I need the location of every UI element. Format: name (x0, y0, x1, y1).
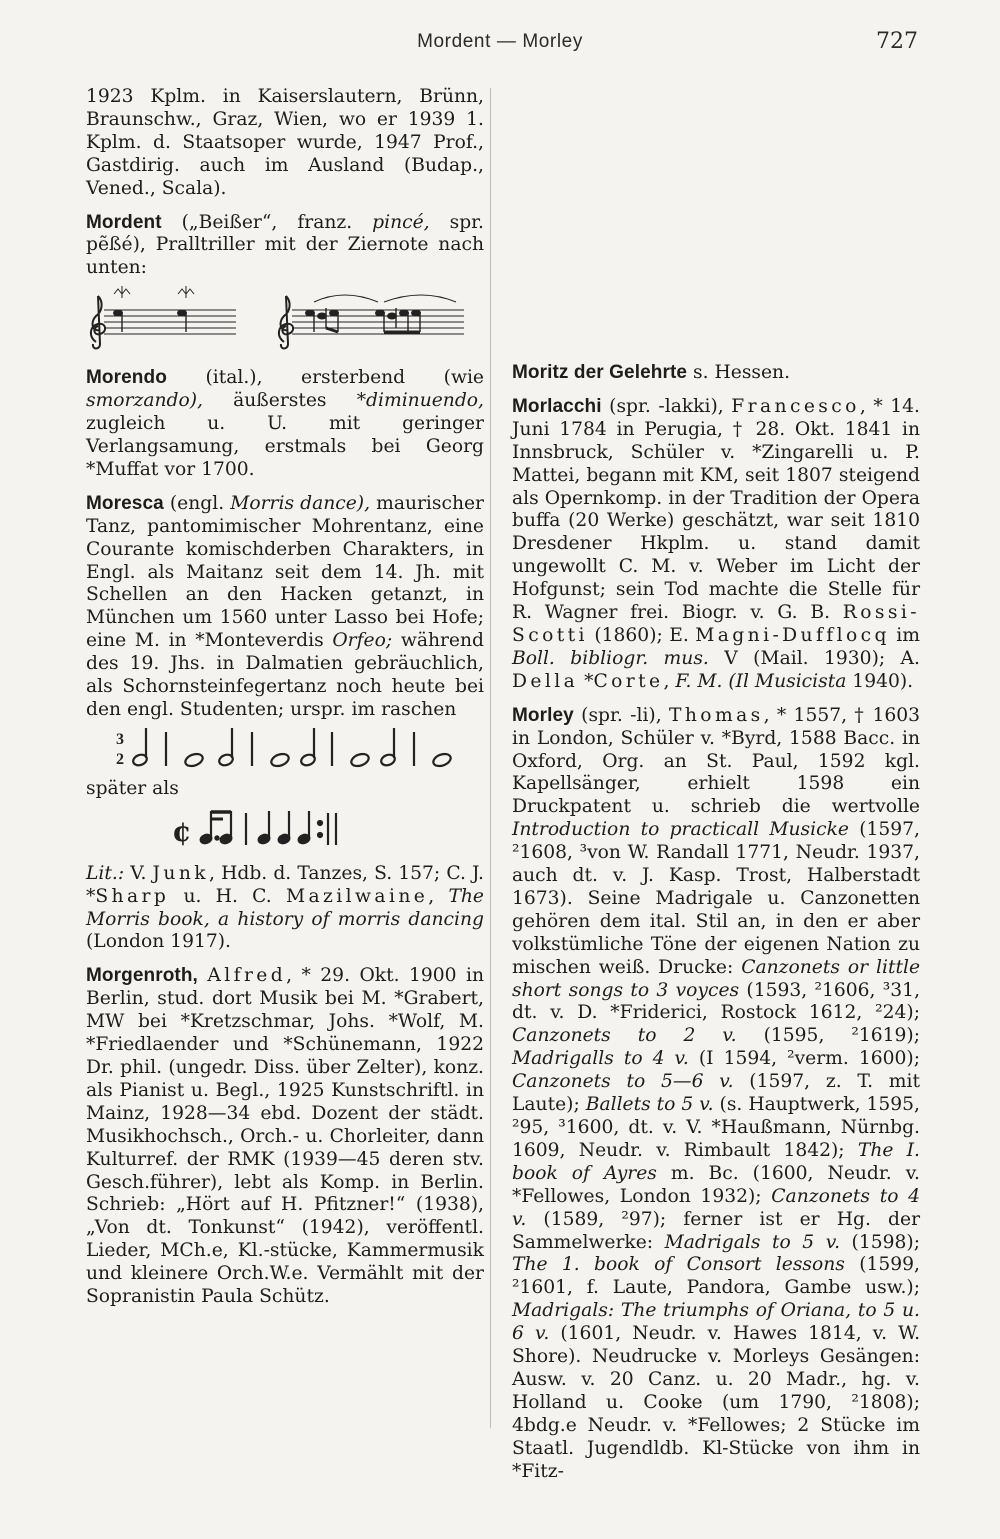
entry-morgenroth: Morgenroth, Alfred, * 29. Okt. 1900 in Berlin, stud. dort Musik bei M. *Grabert, MW bei *Kretzschmar, Johs. *Wolf, M. *Friedlaender und *Schünemann, 1922 Dr. phil. (ungedr. Diss. über Zelter), konz. als Pianist u. Begl., 1925 Kunstschriftl. in Mainz, 1928—34 ebd. Dozent der städt. Musikhochsch., Orch.- u. Chorleiter, dann Kulturref. der RMK (1939—45 deren stv. Gesch.führer), lebt als Komp. in Berlin. Schrieb: „Hört auf H. Pfitzner!“ (1938), „Von dt. Tonkunst“ (1942), veröffentl. Lieder, MCh.e, Kl.-stücke, Kammermusik und kleinere Orch.W.e. Vermählt mit der Sopranistin Paula Schütz. (86, 965, 484, 1308)
time-signature-top: 3 (116, 730, 124, 748)
time-signature-bottom: 2 (116, 750, 124, 768)
cut-time-sign: ¢ (172, 814, 192, 848)
headword-moritz: Moritz der Gelehrte (512, 362, 688, 383)
rhythm-later (86, 801, 484, 853)
headword-morendo: Morendo (86, 367, 167, 389)
entry-mordent: Mordent („Beißer“, franz. pincé, spr. pẽßé), Pralltriller mit der Ziernote nach unten: (86, 211, 484, 279)
headword-mordent: Mordent (86, 211, 162, 233)
left-column (86, 86, 484, 1309)
headword-morley: Morley (512, 704, 574, 726)
literature-moresca: Lit.: V. Junk, Hdb. d. Tanzes, S. 157; C. J. *Sharp u. H. C. Mazilwaine, The Morris book, a history of morris dancing (London 1917). (86, 862, 484, 953)
headword-moresca: Moresca (86, 492, 164, 514)
entry-morley: Morley (spr. -li), Thomas, * 1557, † 1603 in London, Schüler v. *Byrd, 1588 Bacc. in Oxford, Org. an St. Paul, 1592 kgl. Kapellsänger, erhielt 1598 ein Druckpatent u. schrieb die wertvolle Introduction to practicall Musicke (1597, ²1608, ³von W. Randall 1771, Neudr. 1937, auch dt. v. J. Kasp. Trost, Halberstadt 1673). Seine Madrigale u. Canzonetten gehören dem ital. Stil an, in den er aber volkstümliche Töne der eigenen Nation zu mischen weiß. Drucke: Canzonets or little short songs to 3 voyces (1593, ²1606, ³31, dt. v. D. *Friderici, Rostock 1612, ²24); Canzonets to 2 v. (1595, ²1619); Madrigalls to 4 v. (I 1594, ²verm. 1600); Canzonets to 5—6 v. (1597, z. T. mit Laute); Ballets to 5 v. (s. Hauptwerk, 1595, ²95, ³1600, dt. v. V. *Haußmann, Nürnbg. 1609, Neudr. v. Rimbault 1842); The I. book of Ayres m. Bc. (1600, Neudr. v. *Fellowes, London 1932); Canzonets to 4 v. (1589, ²97); ferner ist er Hg. der Sammelwerke: Madrigals to 5 v. (1598); The 1. book of Consort lessons (1599, ²1601, f. Laute, Pandora, Gambe usw.); Madrigals: The triumphs of Oriana, to 5 u. 6 v. (1601, Neudr. v. Hawes 1814, v. W. Shore). Neudrucke v. Morleys Gesängen: Ausw. v. 20 Canz. u. 20 Madr., hg. v. Holland u. Cooke (um 1790, ²1808); 4bdg.e Neudr. v. *Fellowes; 2 Stücke im Staatl. Jugendldb. Kl-Stücke von ihm in *Fitz- (512, 704, 921, 1482)
entry-continuation (86, 86, 484, 201)
column-divider (490, 88, 491, 1428)
entry-morlacchi: Morlacchi (spr. -lakki), Francesco, * 14. Juni 1784 in Perugia, † 28. Okt. 1841 in Innsbruck, Schüler v. *Zingarelli u. P. Mattei, begann mit KM, seit 1807 steigend als Opernkomp. in der Tradition der Opera buffa (20 Werke) geschätzt, war seit 1810 Dresdener Hkplm. u. stand damit ungewollt C. M. v. Weber im Licht der Hofgunst; sein Tod machte die Stelle für R. Wagner frei. Biogr. v. G. B. Rossi-Scotti (1860); E. Magni-Dufflocq im Boll. bibliogr. mus. V (Mail. 1930); A. Della *Corte, F. M. (Il Musicista 1940). (512, 395, 921, 692)
intro-text: 1923 Kplm. in Kaiserslautern, Brünn, Braunschw., Graz, Wien, wo er 1939 1. Kplm. d. Staatsoper wurde, 1947 Prof., Gastdirig. auch im Ausland (Budap., Vened., Scala). (86, 86, 484, 199)
entry-morendo: Morendo (ital.), ersterbend (wie smorzando), äußerstes *diminuendo, zugleich u. U. mit geringer Verlangsamung, erstmals bei Georg *Muffat vor 1700. (86, 367, 484, 480)
page-number: 727 (876, 29, 918, 54)
entry-moritz: Moritz der Gelehrte s. Hessen. (512, 362, 791, 383)
entry-moresca: Moresca (engl. Morris dance), maurischer Tanz, pantomimischer Mohrentanz, eine Courante komischderben Charakters, in Engl. als Maitanz seit dem 14. Jh. mit Schellen an den Hacken getanzt, in München um 1560 unter Lasso bei Hofe; eine M. in *Monteverdis Orfeo; während des 19. Jhs. in Dalmatien gebräuchlich, als Schornsteinfegertanz noch heute bei den engl. Studenten; urspr. im raschen (86, 492, 484, 720)
later-as-label: später als (86, 777, 179, 799)
right-column (512, 86, 920, 1484)
headword-morgenroth: Morgenroth, (86, 965, 198, 987)
headword-morlacchi: Morlacchi (512, 395, 602, 417)
rhythm-fast (86, 722, 484, 776)
mordent-notation (86, 280, 484, 356)
running-head: Mordent — Morley (417, 31, 583, 52)
